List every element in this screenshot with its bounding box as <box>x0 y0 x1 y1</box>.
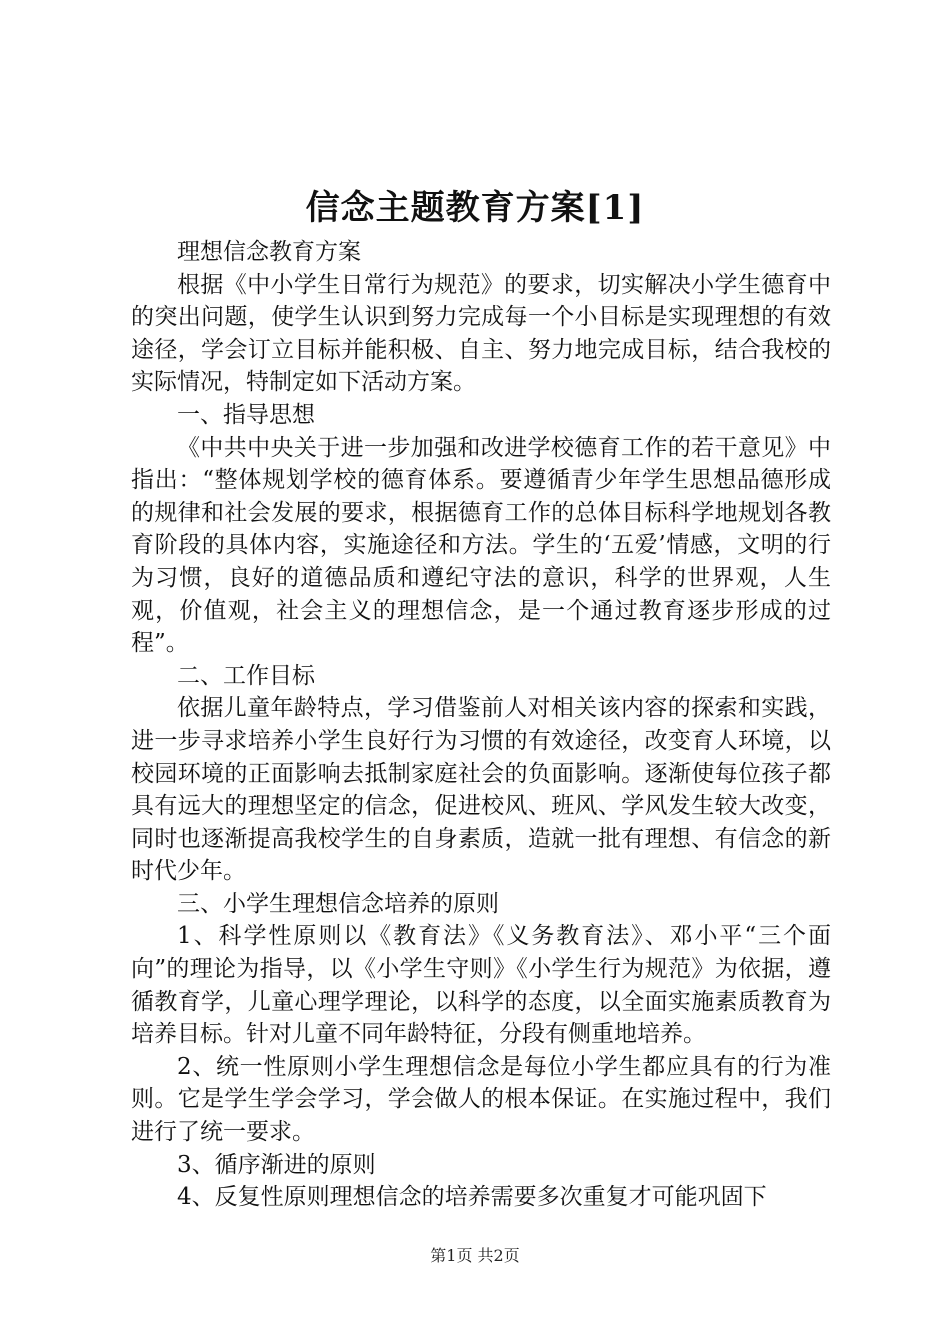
paragraph-intro: 根据《中小学生日常行为规范》的要求，切实解决小学生德育中的突出问题，使学生认识到努力完成每一个小目标是实现理想的有效途径，学会订立目标并能积极、自主、努力地完成目标，结合我校的实际情况，特制定如下活动方案。 <box>131 271 831 396</box>
paragraph-principle-1: 1、科学性原则以《教育法》《义务教育法》、邓小平“三个面向”的理论为指导，以《小学生守则》《小学生行为规范》为依据，遵循教育学，儿童心理学理论，以科学的态度，以全面实施素质教育为培养目标。针对儿童不同年龄特征，分段有侧重地培养。 <box>131 923 831 1048</box>
document-title: 信念主题教育方案[1] <box>305 188 645 228</box>
section-heading-guiding-thought: 一、指导思想 <box>177 401 315 428</box>
paragraph-subtitle: 理想信念教育方案 <box>177 239 361 265</box>
paragraph-principle-3: 3、循序渐进的原则 <box>177 1151 376 1178</box>
page-number-footer: 第1页 共2页 <box>430 1246 520 1265</box>
document-body <box>131 236 831 1214</box>
section-heading-work-goals: 二、工作目标 <box>177 662 315 689</box>
paragraph-guiding-thought: 《中共中央关于进一步加强和改进学校德育工作的若干意见》中指出：“整体规划学校的德育体系。要遵循青少年学生思想品德形成的规律和社会发展的要求，根据德育工作的总体目标科学地规划各教育阶段的具体内容，实施途径和方法。学生的‘五爱’情感，文明的行为习惯，良好的道德品质和遵纪守法的意识，科学的世界观，人生观，价值观，社会主义的理想信念，是一个通过教育逐步形成的过程”。 <box>131 434 831 657</box>
section-heading-principles: 三、小学生理想信念培养的原则 <box>177 890 499 917</box>
paragraph-work-goals: 依据儿童年龄特点，学习借鉴前人对相关该内容的探索和实践，进一步寻求培养小学生良好行为习惯的有效途径，改变育人环境，以校园环境的正面影响去抵制家庭社会的负面影响。逐渐使每位孩子都具有远大的理想坚定的信念，促进校风、班风、学风发生较大改变，同时也逐渐提高我校学生的自身素质，造就一批有理想、有信念的新时代少年。 <box>131 695 831 885</box>
paragraph-principle-4: 4、反复性原则理想信念的培养需要多次重复才可能巩固下 <box>177 1184 767 1211</box>
paragraph-principle-2: 2、统一性原则小学生理想信念是每位小学生都应具有的行为准则。它是学生学会学习，学会做人的根本保证。在实施过程中，我们进行了统一要求。 <box>131 1053 831 1146</box>
